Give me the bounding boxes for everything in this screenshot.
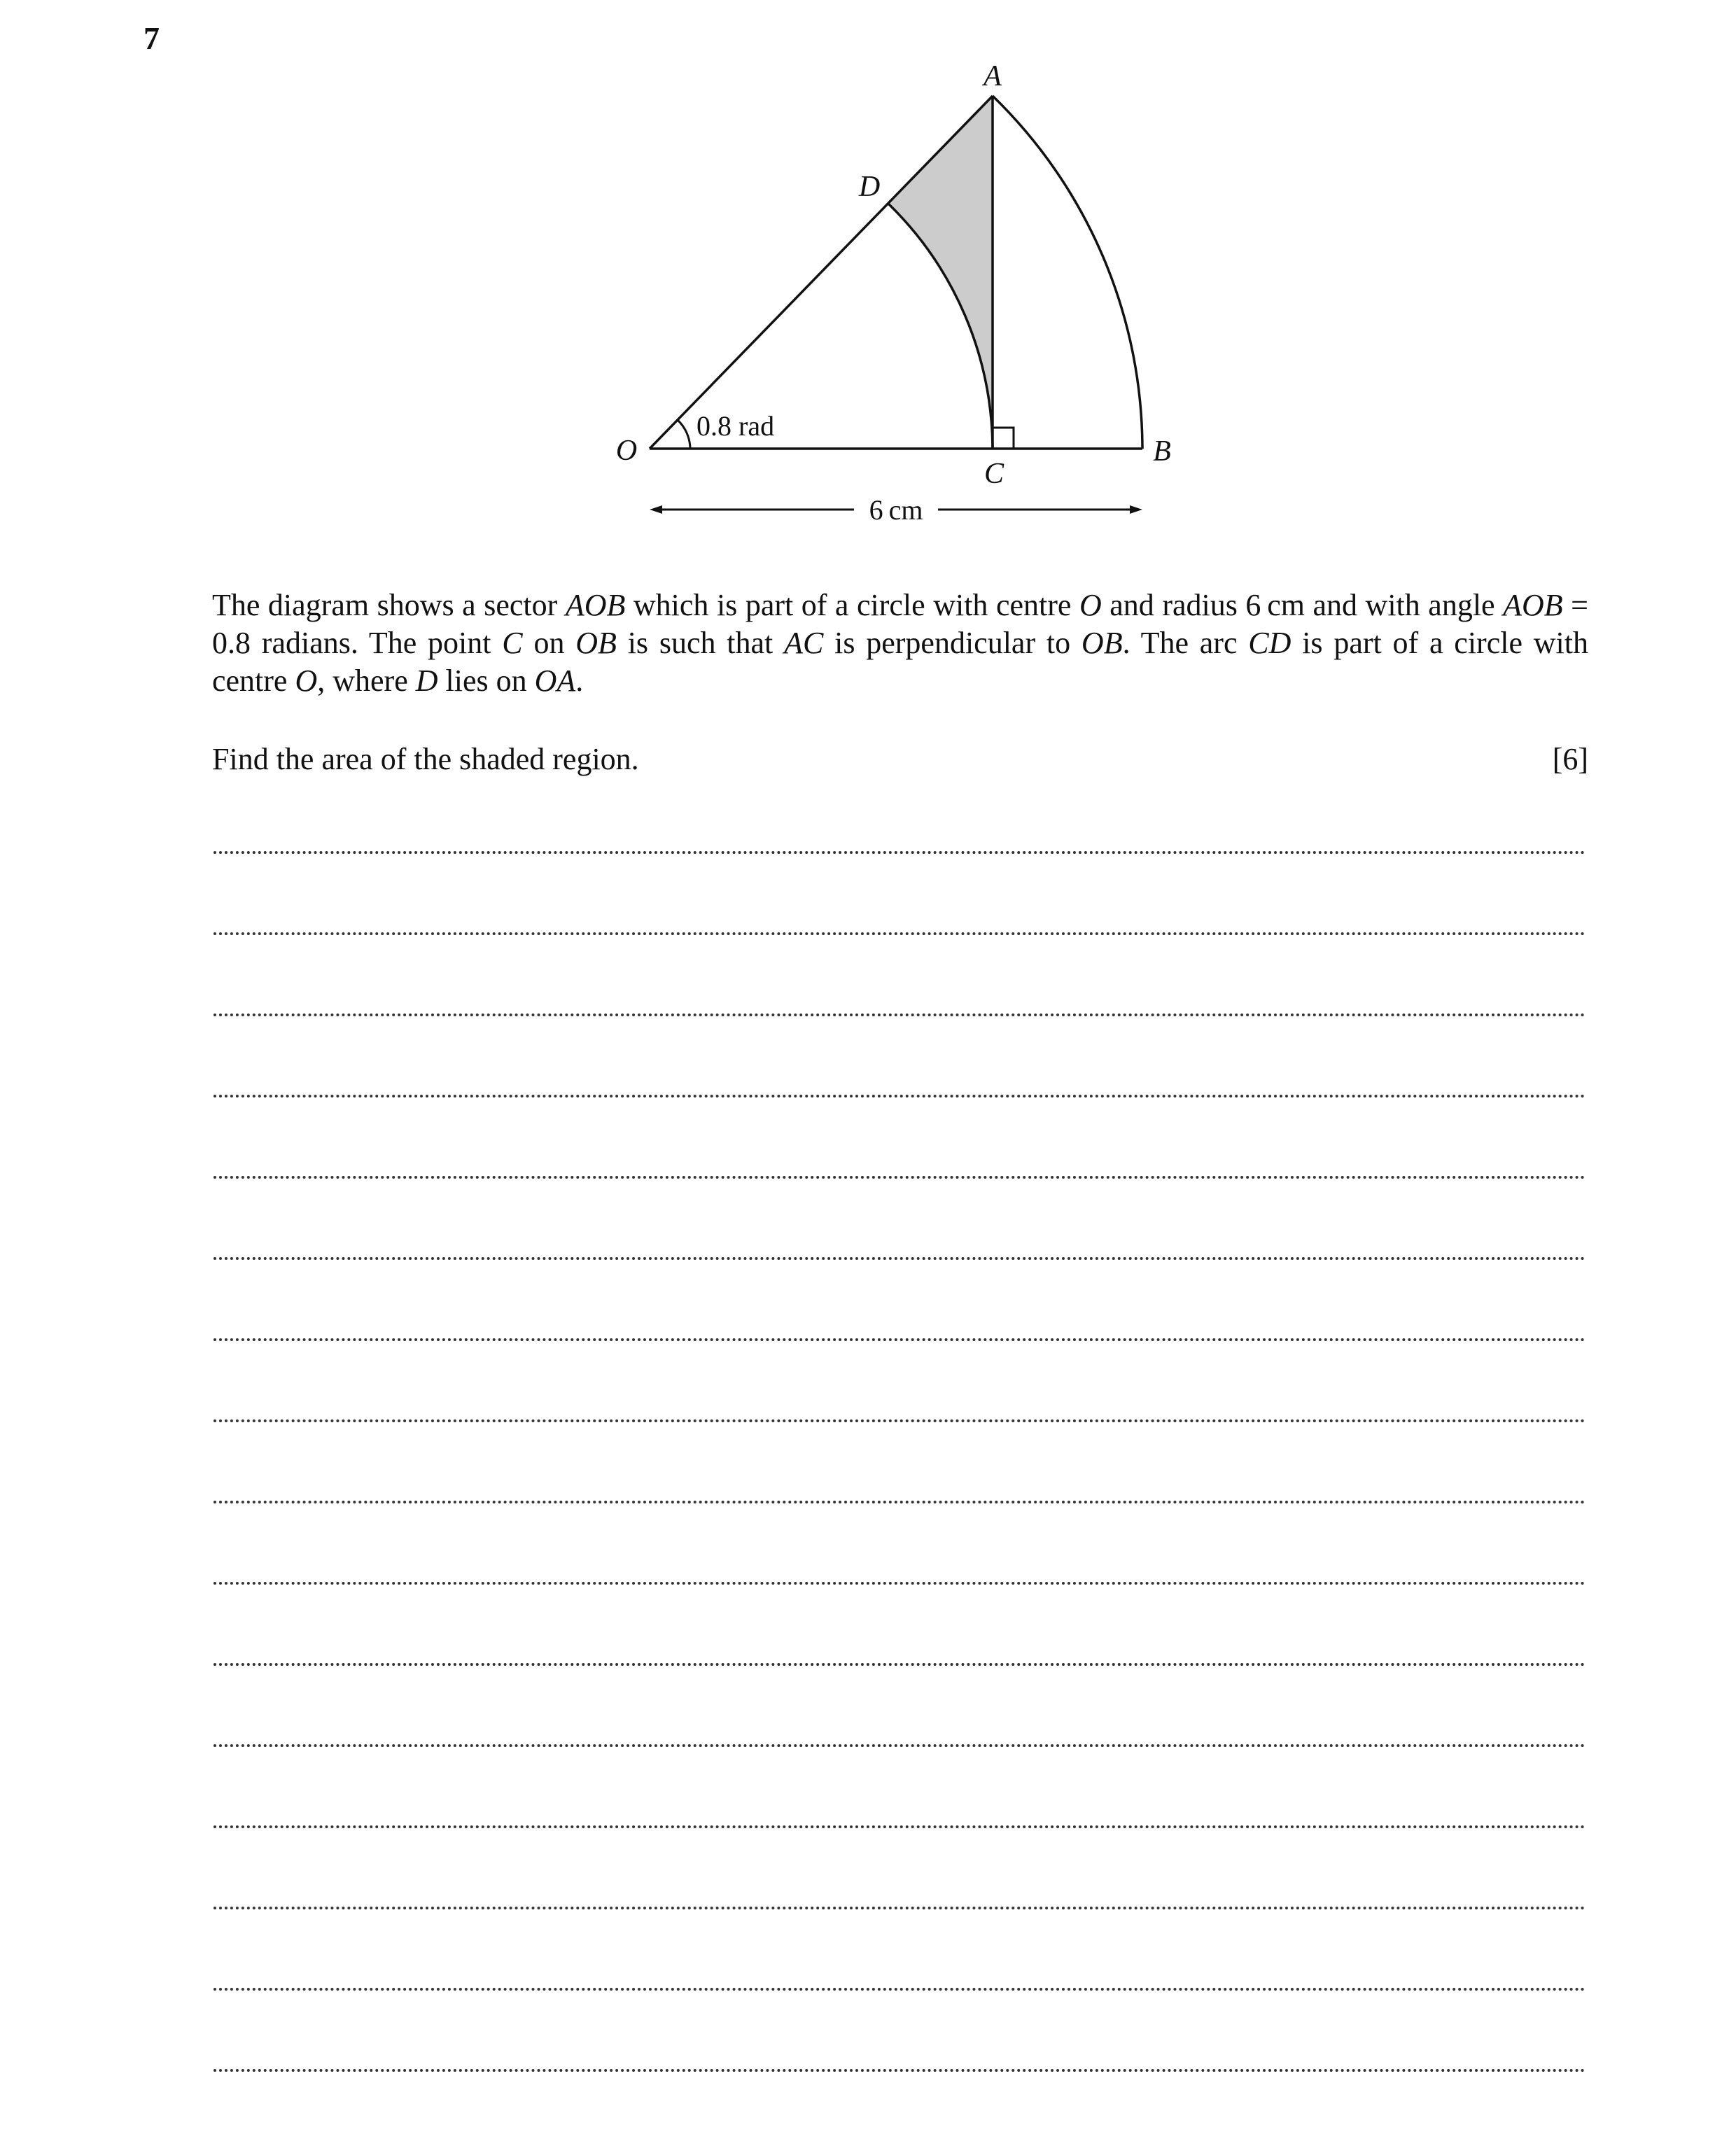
math-symbol: OB [1081,626,1123,660]
text-run: . [575,664,584,698]
answer-line[interactable] [214,847,1586,854]
text-run: is part of a circle with centre [212,626,1589,698]
label-A: A [983,60,1002,92]
math-symbol: D [415,664,438,698]
label-B: B [1153,435,1171,468]
math-symbol: AC [784,626,824,660]
label-O: O [615,435,638,467]
angle-marker [678,420,690,449]
text-run: lies on [438,664,535,698]
text-run: is perpendicular to [823,626,1082,660]
answer-line[interactable] [214,1253,1586,1260]
question-number: 7 [144,20,160,56]
text-run: which is part of a circle with centre [625,588,1079,622]
math-symbol: AOB [1503,588,1563,622]
arrowhead-right [1130,505,1142,514]
text-run: , where [317,664,416,698]
answer-line[interactable] [214,1334,1586,1341]
angle-label: 0.8 rad [696,410,775,442]
answer-line[interactable] [214,928,1586,935]
answer-line[interactable] [214,1740,1586,1747]
right-angle-marker [993,428,1014,449]
text-run: and radius 6 cm and with angle [1101,588,1504,622]
question-task: Find the area of the shaded region. [212,742,639,776]
answer-line[interactable] [214,1578,1586,1585]
answer-line[interactable] [214,1821,1586,1828]
text-run: . The arc [1122,626,1249,660]
answer-line[interactable] [214,1902,1586,1909]
length-label: 6 cm [869,494,923,526]
answer-line[interactable] [214,1009,1586,1016]
answer-line[interactable] [214,1659,1586,1666]
text-run: is such that [616,626,785,660]
line-OA [650,96,993,449]
math-symbol: O [1079,588,1102,622]
answer-line[interactable] [214,2065,1586,2072]
text-run: = 0.8 radians. The point [212,588,1588,660]
arc-AB [993,96,1142,449]
marks-allocation: [6] [1552,742,1588,776]
answer-area[interactable] [214,847,1586,2146]
math-symbol: AOB [565,588,626,622]
question-task-row [212,741,1588,778]
math-symbol: OB [575,626,617,660]
text-run: on [522,626,576,660]
math-symbol: O [295,664,318,698]
sector-diagram [0,0,1736,560]
arrowhead-left [650,505,662,514]
text-run: The diagram shows a sector [212,588,566,622]
math-symbol: OA [534,664,576,698]
math-symbol: C [502,626,523,660]
answer-line[interactable] [214,1496,1586,1503]
label-D: D [858,171,881,203]
answer-line[interactable] [214,1172,1586,1179]
math-symbol: CD [1248,626,1292,660]
answer-line[interactable] [214,1984,1586,1991]
label-C: C [983,458,1004,490]
answer-line[interactable] [214,1090,1586,1097]
question-text [212,587,1588,700]
answer-line[interactable] [214,1415,1586,1422]
